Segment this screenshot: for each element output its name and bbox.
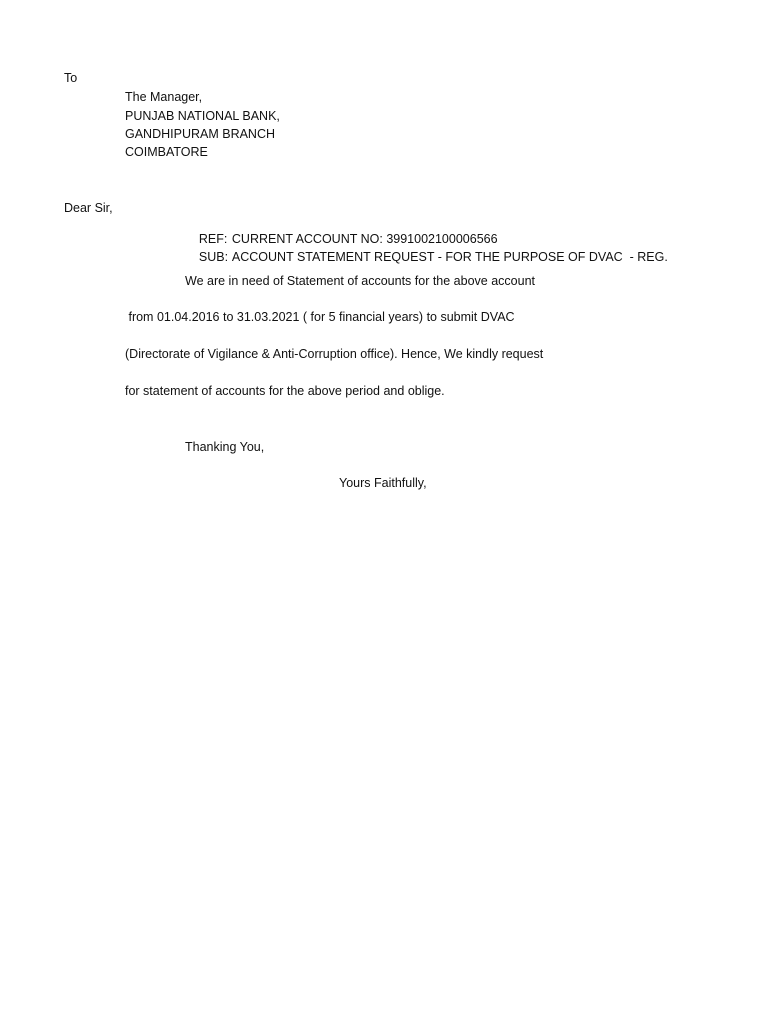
recipient-bank: PUNJAB NATIONAL BANK,	[125, 109, 280, 123]
recipient-branch: GANDHIPURAM BRANCH	[125, 127, 276, 141]
subject-line	[185, 238, 668, 276]
closing-line: Yours Faithfully,	[339, 476, 427, 490]
to-label: To	[64, 71, 78, 85]
reference-text: CURRENT ACCOUNT NO: 3991002100006566	[231, 231, 498, 246]
subject-label: SUB:	[198, 249, 229, 264]
recipient-city: COIMBATORE	[125, 145, 208, 159]
salutation: Dear Sir,	[64, 201, 113, 215]
body-line-1: We are in need of Statement of accounts for the above account	[185, 274, 535, 288]
reference-label: REF:	[198, 231, 228, 246]
subject-text: ACCOUNT STATEMENT REQUEST - FOR THE PURPOSE OF DVAC - REG.	[231, 249, 668, 264]
body-line-4: for statement of accounts for the above period and oblige.	[125, 384, 445, 398]
recipient-title: The Manager,	[125, 90, 203, 104]
thanks-line: Thanking You,	[185, 440, 265, 454]
body-line-2: from 01.04.2016 to 31.03.2021 ( for 5 financial years) to submit DVAC	[125, 310, 515, 324]
body-line-3: (Directorate of Vigilance & Anti-Corruption office). Hence, We kindly request	[125, 347, 544, 361]
